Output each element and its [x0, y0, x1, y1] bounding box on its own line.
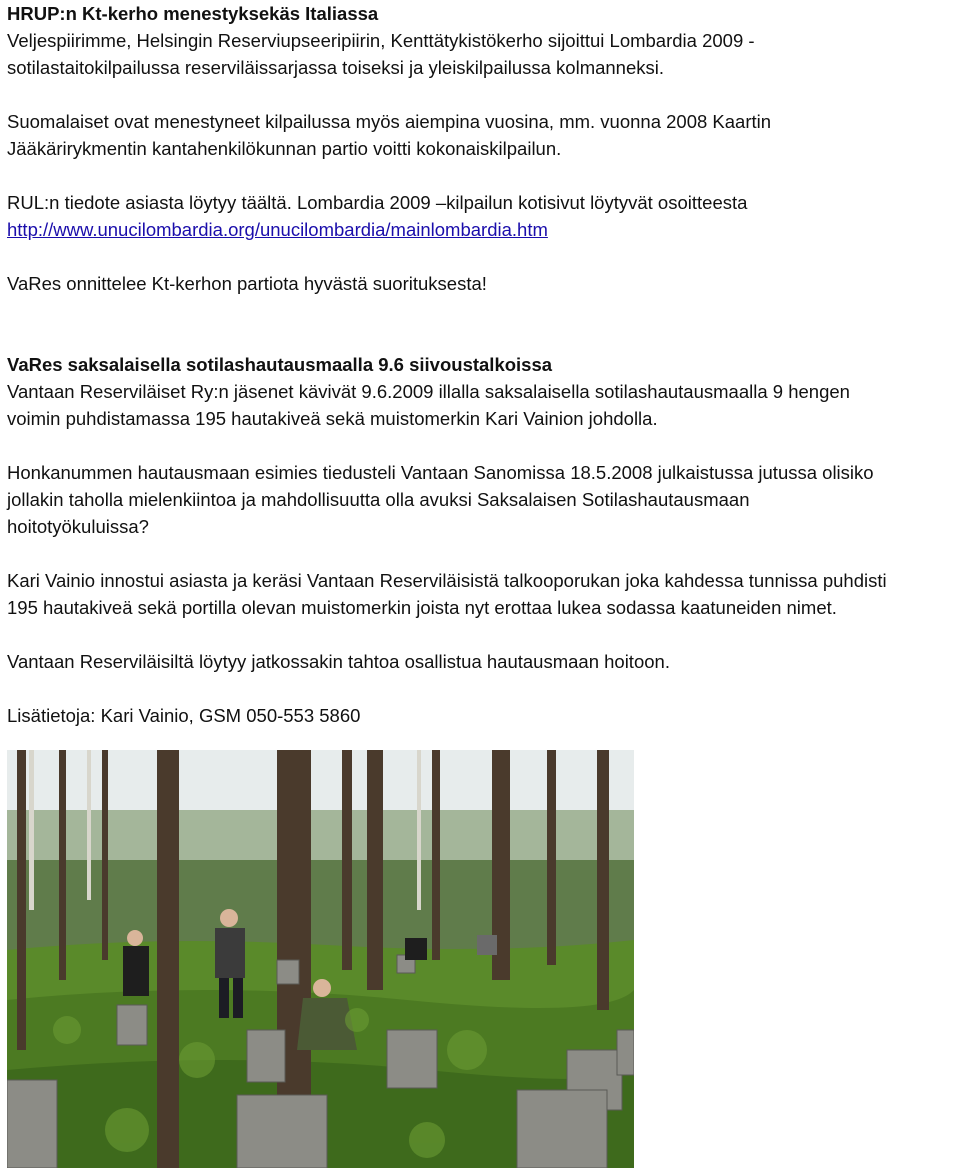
paragraph-line: RUL:n tiedote asiasta löytyy täältä. Lombardia 2009 –kilpailun kotisivut löytyvät osoitteesta: [7, 192, 748, 213]
paragraph-line: Kari Vainio innostui asiasta ja keräsi Vantaan Reserviläisistä talkooporukan joka kahdessa tunnissa puhdisti: [7, 570, 887, 591]
article-title-hrup: HRUP:n Kt-kerho menestyksekäs Italiassa: [7, 3, 379, 24]
document-page: [7, 0, 957, 729]
paragraph-line: jollakin taholla mielenkiintoa ja mahdollisuutta olla avuksi Saksalaisen Sotilashautausmaan: [7, 489, 750, 510]
forest-cemetery-photo: [7, 750, 634, 1168]
paragraph-line: VaRes onnittelee Kt-kerhon partiota hyvästä suorituksesta!: [7, 273, 487, 294]
paragraph-line: Jääkärirykmentin kantahenkilökunnan partio voitti kokonaiskilpailun.: [7, 138, 562, 159]
paragraph-line: Vantaan Reserviläiset Ry:n jäsenet kävivät 9.6.2009 illalla saksalaisella sotilashautausmaalla 9 hengen: [7, 381, 850, 402]
link-line: [7, 216, 957, 243]
paragraph-line: 195 hautakiveä sekä portilla olevan muistomerkin joista nyt erottaa lukea sodassa kaatuneiden nimet.: [7, 597, 837, 618]
lombardia-link[interactable]: http://www.unucilombardia.org/unucilombardia/mainlombardia.htm: [7, 219, 548, 240]
contact-line: Lisätietoja: Kari Vainio, GSM 050-553 5860: [7, 705, 361, 726]
paragraph-line: hoitotyökuluissa?: [7, 516, 149, 537]
paragraph-line: Honkanummen hautausmaan esimies tiedusteli Vantaan Sanomissa 18.5.2008 julkaistussa jutussa olisiko: [7, 462, 874, 483]
paragraph-line: Vantaan Reserviläisiltä löytyy jatkossakin tahtoa osallistua hautausmaan hoitoon.: [7, 651, 670, 672]
article-title-vares: VaRes saksalaisella sotilashautausmaalla 9.6 siivoustalkoissa: [7, 354, 553, 375]
paragraph-line: voimin puhdistamassa 195 hautakiveä sekä muistomerkin Kari Vainion johdolla.: [7, 408, 658, 429]
paragraph-line: Veljespiirimme, Helsingin Reserviupseeripiirin, Kenttätykistökerho sijoittui Lombardia 2009 -: [7, 30, 755, 51]
paragraph-line: sotilastaitokilpailussa reserviläissarjassa toiseksi ja yleiskilpailussa kolmanneksi.: [7, 57, 665, 78]
photo-illustration: [7, 750, 634, 1168]
paragraph-line: Suomalaiset ovat menestyneet kilpailussa myös aiempina vuosina, mm. vuonna 2008 Kaartin: [7, 111, 772, 132]
